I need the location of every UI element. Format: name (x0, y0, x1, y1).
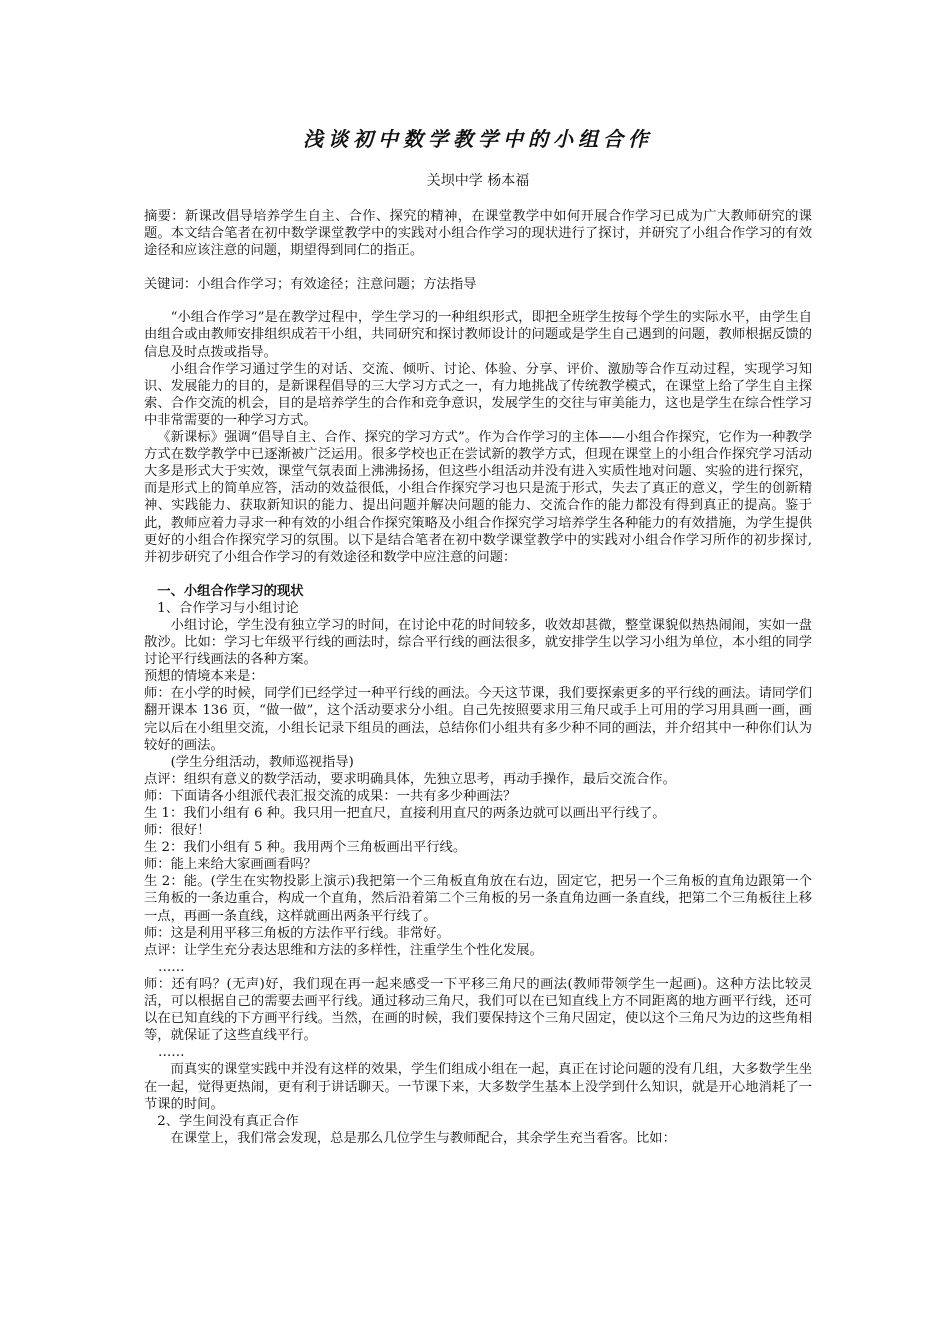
body-paragraph: 预想的情境本来是： (144, 669, 264, 685)
stage-direction: (学生分组活动，教师巡视指导) (170, 754, 354, 770)
dialogue-line: 师：下面请各小组派代表汇报交流的成果：一共有多少种画法？ (144, 788, 517, 804)
dialogue-line: 生 2：我们小组有 5 种。我用两个三角板画出平行线。 (144, 840, 467, 856)
subsection-heading-1: 1、合作学习与小组讨论 (157, 600, 299, 616)
ellipsis-line: …… (158, 1045, 185, 1061)
dialogue-line: 生 2：能。(学生在实物投影上演示)我把第一个三角板直角放在右边，固定它，把另一个三角板的直角边跟第一个三角板的一条边重合，构成一个直角，然后沿着第二个三角板的另一条直角边画一条直线，把第二个三角板往上移一点，再画一条直线，这样就画出两条平行线了。 (144, 874, 812, 924)
dialogue-line: 师：这是利用平移三角板的方法作平行线。非常好。 (144, 925, 450, 941)
intro-paragraph-2: 小组合作学习通过学生的对话、交流、倾听、讨论、体验、分享、评价、激励等合作互动过程，实现学习知识、发展能力的目的，是新课程倡导的三大学习方式之一，有力地挑战了传统教学模式，在课堂上给了学生自主探索、合作交流的机会，目的是培养学生的合作和竞争意识，发展学生的交往与审美能力，这也是学生在综合性学习中非常需要的一种学习方式。 (144, 361, 812, 428)
body-paragraph: 在课堂上，我们常会发现，总是那么几位学生与教师配合，其余学生充当看客。比如： (170, 1130, 676, 1146)
keywords-line: 关键词：小组合作学习；有效途径；注意问题；方法指导 (144, 277, 477, 293)
dialogue-line: 生 1：我们小组有 6 种。我只用一把直尺，直接利用直尺的两条边就可以画出平行线了。 (144, 806, 666, 821)
comment-line: 点评：让学生充分表达思维和方法的多样性，注重学生个性化发展。 (144, 942, 543, 958)
document-title: 浅谈初中数学教学中的小组合作 (303, 127, 653, 151)
body-paragraph: 小组讨论，学生没有独立学习的时间，在讨论中花的时间较多，收效却甚微，整堂课貌似热热闹闹，实如一盘散沙。比如：学习七年级平行线的画法时，综合平行线的画法很多，就安排学生以学习小组为单位，本小组的同学讨论平行线画法的各种方案。 (144, 617, 812, 668)
author-line: 关坝中学 杨本福 (426, 173, 530, 189)
intro-paragraph-3: 《新课标》强调“倡导自主、合作、探究的学习方式”。作为合作学习的主体——小组合作探究，它作为一种教学方式在数学教学中已逐渐被广泛运用。很多学校也正在尝试新的教学方式，但现在课堂上的小组合作探究学习活动大多是形式大于实效，课堂气氛表面上沸沸扬扬，但这些小组活动并没有进入实质性地对问题、实验的进行探究，而是形式上的简单应答，活动的效益很低，小组合作探究学习也只是流于形式，失去了真正的意义，学生的创新精神、实践能力、获取新知识的能力、提出问题并解决问题的能力、交流合作的能力都没有得到真正的提高。鉴于此，教师应着力寻求一种有效的小组合作探究策略及小组合作探究学习培养学生各种能力的有效措施，为学生提供更好的小组合作探究学习的氛围。以下是结合笔者在初中数学课堂教学中的实践对小组合作学习所作的初步探讨,并初步研究了小组合作学习的有效途径和数学中应注意的问题： (144, 430, 812, 565)
dialogue-line: 师：还有吗？(无声)好，我们现在再一起来感受一下平移三角尺的画法(教师带领学生一起画)。这种方法比较灵活，可以根据自己的需要去画平行线。通过移动三角尺，我们可以在已知直线上方不同距离的地方画平行线，还可以在已知直线的下方画平行线。当然，在画的时候，我们要保持这个三角尺固定，使以这个三角尺为边的这些角相等，就保证了这些直线平行。 (144, 976, 812, 1044)
abstract-paragraph: 摘要：新课改倡导培养学生自主、合作、探究的精神，在课堂教学中如何开展合作学习已成为广大教师研究的课题。本文结合笔者在初中数学课堂教学中的实践对小组合作学习的现状进行了探讨，并研究了小组合作学习的有效途径和应该注意的问题，期望得到同仁的指正。 (144, 209, 812, 259)
body-paragraph: 而真实的课堂实践中并没有这样的效果，学生们组成小组在一起，真正在讨论问题的没有几组，大多数学生坐在一起，觉得更热闹，更有利于讲话聊天。一节课下来，大多数学生基本上没学到什么知识，就是开心地消耗了一节课的时间。 (144, 1062, 812, 1112)
intro-paragraph-1: “小组合作学习”是在教学过程中，学生学习的一种组织形式，即把全班学生按每个学生的实际水平，由学生自由组合或由教师安排组织成若干小组，共同研究和探讨教师设计的问题或是学生自己遇到的问题，教师根据反馈的信息及时点拨或指导。 (144, 310, 812, 360)
section-heading: 一、小组合作学习的现状 (157, 583, 304, 599)
subsection-heading-2: 2、学生间没有真正合作 (157, 1113, 299, 1129)
document-page (144, 118, 812, 1147)
dialogue-line: 师：在小学的时候，同学们已经学过一种平行线的画法。今天这节课，我们要探索更多的平行线的画法。请同学们翻开课本 136 页，“做一做”，这个活动要求分小组。自己先按照要求用三角尺或手上可用的学习用具画一画，画完以后在小组里交流，小组长记录下组员的画法，总结你们小组共有多少种不同的画法，并介绍其中一种你们认为较好的画法。 (144, 686, 812, 753)
ellipsis-line: …… (158, 959, 185, 975)
dialogue-line: 师：能上来给大家画画看吗？ (144, 857, 317, 873)
comment-line: 点评：组织有意义的数学活动，要求明确具体，先独立思考，再动手操作，最后交流合作。 (144, 771, 676, 787)
dialogue-line: 师：很好！ (144, 823, 211, 839)
